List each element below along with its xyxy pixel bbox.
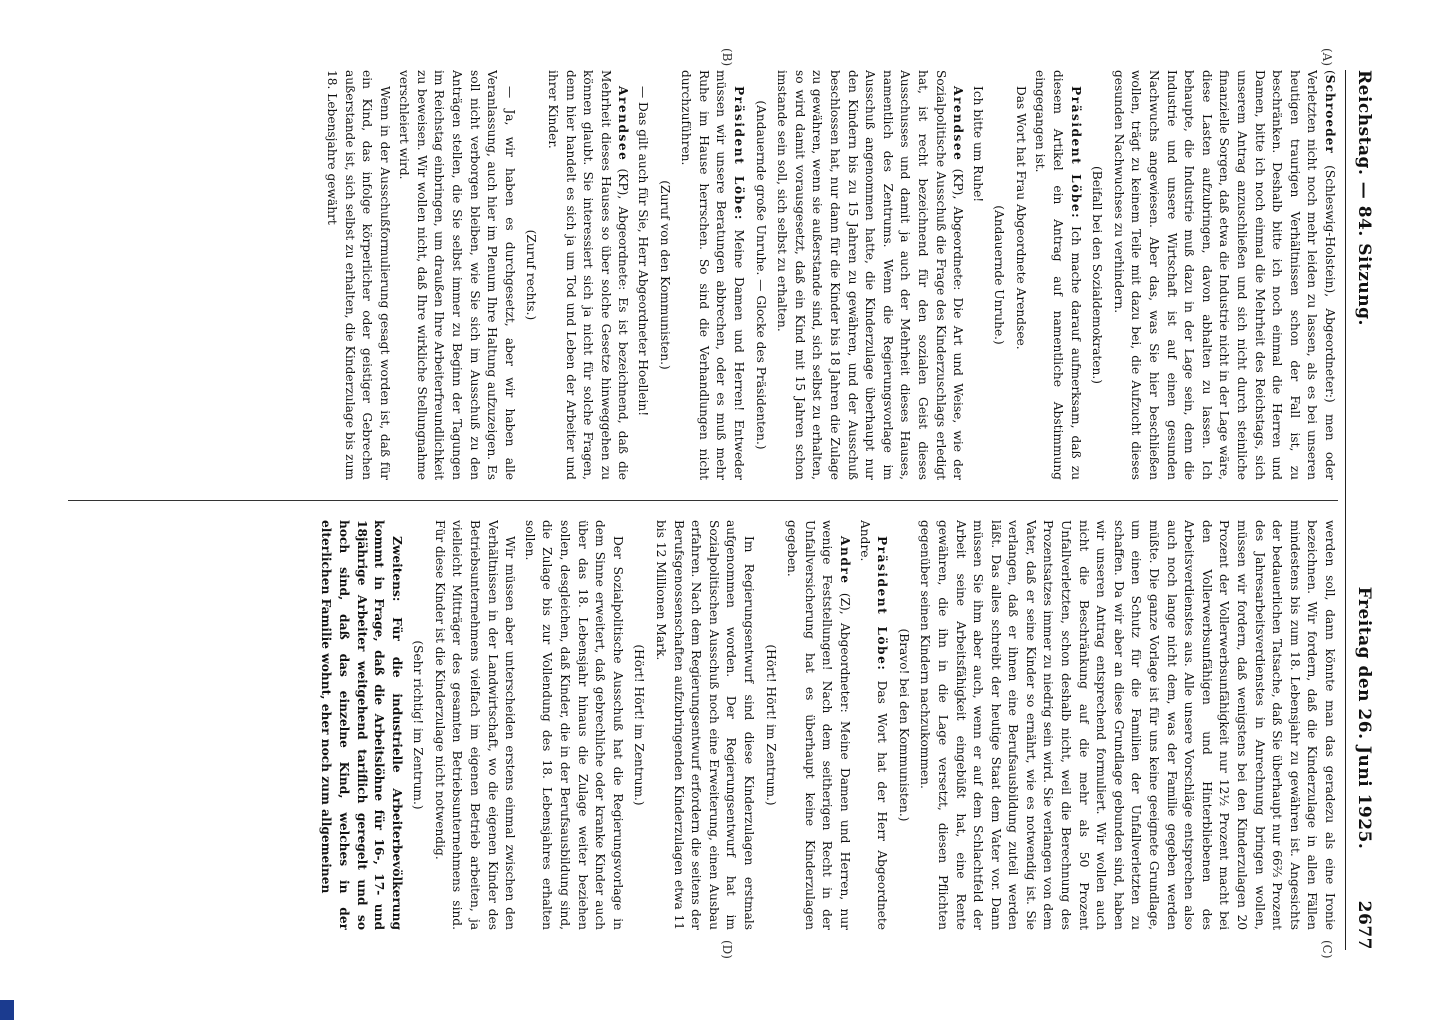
margin-marker-b: (B) bbox=[720, 48, 734, 67]
reaction: (Zuruf rechts.) bbox=[524, 229, 539, 321]
reaction: (Sehr richtig! im Zentrum.) bbox=[411, 640, 426, 810]
reaction: (Hört! Hört! im Zentrum.) bbox=[632, 644, 647, 806]
paragraph: — Ja, wir haben es durchgesetzt, aber wir haben alle Veranlassung, auch hier im Plenum Ihre Haltung aufzuzeigen. Es soll nicht verborgen bleiben, wie Sie sich im Ausschuß zu den Anträgen stellen, die Sie selbst immer zu Beginn der Tagungen im Reichstag einbringen, um draußen Ihre Arbeiterfreundlichkeit zu beweisen. Wir wollen nicht, daß Ihre wirkliche Stellungnahme verschleiert wird. bbox=[397, 70, 517, 480]
reaction: (Bravo! bei den Kommunisten.) bbox=[896, 628, 911, 822]
speaker-name: Arendsee bbox=[616, 86, 631, 162]
left-column bbox=[68, 70, 1338, 480]
margin-marker-a: (A) bbox=[1320, 48, 1334, 67]
header-right bbox=[1354, 587, 1374, 950]
speaker-affiliation: (KP), Abgeordnete: bbox=[616, 168, 631, 291]
paragraph-text: men oder Verletzten nicht noch mehr leiden zu lassen, als es bei unseren heutigen traurigen Verhältnissen schon der Fall ist, zu beschränken. Deshalb bitte ich noch einmal die Herren und Damen, bitte ich noch einmal die Mehrheit des Reichstags, sich unserem Antrag anzuschließen und sich nicht durch steinliche finanzielle Sorgen, daß etwa die Industrie nicht in der Lage wäre, diese Lasten aufzubringen, davon abhalten zu lassen. Ich behaupte, die Industrie muß dazu in der Lage sein, denn die Industrie und unsere Wirtschaft ist auf einen gesunden Nachwuchs angewiesen. Aber das, was Sie hier beschließen wollen, trägt zu keinem Teile mit dazu bei, die Aufzucht dieses gesunden Nachwuchses zu verhindern. bbox=[1111, 70, 1337, 480]
paragraph bbox=[543, 70, 631, 480]
speaker-name: Schroeder bbox=[1323, 74, 1337, 154]
column-divider bbox=[68, 500, 1338, 501]
header-rule bbox=[1345, 70, 1346, 950]
paragraph bbox=[1031, 70, 1084, 480]
right-column bbox=[68, 520, 1338, 930]
speaker-affiliation: (KP), Abgeordnete: bbox=[951, 168, 966, 291]
paragraph bbox=[783, 520, 853, 930]
paragraph-text: Meine Damen und Herren, nur wenige Feststellungen! Nach dem seitherigen Recht in der Unfallversicherung hat es überhaupt keine Kinderzulagen gegeben. bbox=[785, 520, 852, 930]
speaker-affiliation: (Schleswig-Holstein), Abgeordneter: bbox=[1323, 165, 1337, 398]
margin-marker-d: (D) bbox=[720, 940, 734, 959]
reaction: (Andauernde Unruhe.) bbox=[992, 205, 1007, 345]
header-date: Freitag den 26. Juni 1925. bbox=[1354, 586, 1374, 850]
paragraph: Wir müssen aber unterscheiden erstens einmal zwischen den Verhältnissen in der Landwirtschaft, wo die eigenen Kinder des Betriebsunternehmens vielfach im eigenen Betrieb arbeiten, ja vielleicht Mitträger des gesamten Betriebsunternehmens sind. Für diese Kinder ist die Kinderzulage nicht notwendig. bbox=[432, 520, 518, 930]
paragraph-text: Die Art und Weise, wie der Sozialpolitische Ausschuß die Frage des Kinderzuschlags erledigt hat, ist recht bezeichnend für den sozialen Geist dieses Ausschusses und damit ja auch der Mehrheit dieses Hauses, namentlich des Zentrums. Wenn die Regierungsvorlage im Ausschuß angenommen hatte, die Kinderzulage überhaupt nur den Kindern bis zu 15 Jahren zu gewähren, und der Ausschuß beschlossen hat, nur dann für die Kinder bis 18 Jahren die Zulage zu gewähren, wenn sie außerstande sind, sich selbst zu erhalten, so wird damit vorausgesetzt, daß ein Kind mit 15 Jahren schon imstande sein soll, sich selbst zu erhalten. bbox=[775, 70, 966, 480]
speaker-name: Präsident Löbe: bbox=[732, 86, 746, 221]
reaction: (Hört! Hört! im Zentrum.) bbox=[763, 644, 778, 806]
paragraph-text: Es ist bezeichnend, daß die Mehrheit dieses Hauses so über solche Gesetze hinweggehen zu können glaubt. Sie interessiert sich ja nicht für solche Fragen, denn hier handelt es sich ja um Tod und Leben der Arbeiter und ihrer Kinder. bbox=[546, 70, 631, 480]
page-number: 2677 bbox=[1354, 900, 1374, 950]
reaction: (Andauernde große Unruhe. — Glocke des Präsidenten.) bbox=[753, 100, 768, 450]
margin-marker-c: (C) bbox=[1320, 940, 1334, 959]
paragraph: Der Sozialpolitische Ausschuß hat die Regierungsvorlage in dem Sinne erweitert, daß gebrechliche oder kranke Kinder auch über das 18. Lebensjahr hinaus die Zulage weiter beziehen sollen, desgleichen, daß Kinder, die in der Berufsausbildung sind, die Zulage bis zur Vollendung des 18. Lebensjahres erhalten sollen. bbox=[522, 520, 625, 930]
page-header bbox=[1348, 70, 1374, 950]
paragraph bbox=[773, 70, 967, 480]
reaction: (Zuruf von den Kommunisten.) bbox=[657, 180, 672, 370]
reaction: (Beifall bei den Sozialdemokraten.) bbox=[1090, 166, 1105, 384]
speaker-name: Präsident Löbe: bbox=[1068, 86, 1083, 220]
paragraph: Wenn in der Ausschußformulierung gesagt worden ist, daß für ein Kind, das infolge körperlicher oder geistiger Gebrechen außerstande ist, sich selbst zu erhalten, die Kinderzulage bis zum 18. Lebensjahre gewährt bbox=[324, 70, 392, 480]
paragraph: (Schroeder (Schleswig-Holstein), Abgeordneter:) men oder Verletzten nicht noch mehr leiden zu lassen, als es bei unseren heutigen traurigen Verhältnissen schon der Fall ist, zu beschränken. Deshalb bitte ich noch einmal die Herren und Damen, bitte ich noch einmal die Mehrheit des Reichstags, sich unserem Antrag anzuschließen und sich nicht durch steinliche finanzielle Sorgen, daß etwa die Industrie nicht in der Lage wäre, diese Lasten aufzubringen, davon abhalten zu lassen. Ich behaupte, die Industrie muß dazu in der Lage sein, denn die Industrie und unsere Wirtschaft ist auf einen gesunden Nachwuchs angewiesen. Aber das, was Sie hier beschließen wollen, trägt zu keinem Teile mit dazu bei, die Aufzucht dieses gesunden Nachwuchses zu verhindern. bbox=[1111, 70, 1337, 480]
paragraph: — Das gilt auch für Sie, Herr Abgeordneter Hoellein! bbox=[636, 86, 651, 417]
paragraph: Das Wort hat Frau Abgeordnete Arendsee. bbox=[1013, 86, 1028, 350]
paragraph bbox=[677, 70, 747, 480]
speaker-name: Arendsee bbox=[951, 86, 966, 162]
paragraph-text: Das Wort hat der Herr Abgeordnete Andre. bbox=[857, 520, 890, 930]
paragraph-text: Ich mache darauf aufmerksam, daß zu diesem Artikel ein Antrag auf namentliche Abstimmung eingegangen ist. bbox=[1033, 70, 1083, 480]
speaker-name: Präsident Löbe: bbox=[875, 536, 890, 672]
speaker-affiliation: (Z), Abgeordneter: bbox=[837, 592, 852, 713]
header-left: Reichstag. — 84. Sitzung. bbox=[1354, 70, 1374, 326]
paragraph: Zweitens: Für die industrielle Arbeiterbevölkerung kommt in Frage, daß die Arbeitslöhne für 16-, 17- und 18jährige Arbeiter weitgehend tariflich geregelt und so hoch sind, daß das einzelne Kind, welches in der elterlichen Familie wohnt, eher noch zum allgemeinen bbox=[319, 520, 404, 930]
paragraph: Ich bitte um Ruhe! bbox=[970, 86, 985, 203]
paragraph bbox=[855, 520, 890, 930]
paragraph: Im Regierungsentwurf sind diese Kinderzulagen erstmals aufgenommen worden. Der Regierungsentwurf hat im Sozialpolitischen Ausschuß noch eine Erweiterung, einen Ausbau erfahren. Nach dem Regierungsentwurf erfordern die seitens der Berufsgenossenschaften aufzubringenden Kinderzulagen etwa 11 bis 12 Millionen Mark. bbox=[654, 520, 756, 930]
speaker-name: Andre bbox=[837, 536, 852, 585]
paragraph: werden soll, dann könnte man das geradezu als eine Ironie bezeichnen. Wir fordern, daß die Kinderzulage in allen Fällen mindestens bis zum 18. Lebensjahr zu gewähren ist. Angesichts der bedauerlichen Tatsache, daß Sie überhaupt nur 66⅔ Prozent des Jahresarbeitsverdienstes in Anrechnung bringen wollen, müssen wir fordern, daß wenigstens bei den Kinderzulagen 20 Prozent der Vollerwerbsunfähigkeit nur 12½ Prozent macht bei den Vollerwerbsunfähigen und Hinterbliebenen des Arbeitsverdienstes aus. Alle unsere Vorschläge entsprechen also auch noch lange nicht dem, was der Familie gegeben werden müßte. Die ganze Vorlage ist für uns keine geeignete Grundlage, um einen Schutz für die Familien der Unfallverletzten zu schaffen. Da wir aber an diese Grundlage gebunden sind, haben wir unseren Antrag entsprechend formuliert. Wir wollen auch nicht die Beschränkung auf die mehr als 50 Prozent Unfallverletzten, schon deshalb nicht, weil die Berechnung des Prozentsatzes immer zu niedrig sein wird. Sie verlangen von dem Vater, daß er seine Kinder so ernährt, wie es notwendig ist. Sie verlangen, daß er ihnen eine Berufsausbildung zuteil werden läßt. Das alles schreibt der heutige Staat dem Vater vor. Dann müssen Sie ihm aber auch, wenn er auf dem Schlachtfeld der Arbeit seine Arbeitsfähigkeit eingebüßt hat, eine Rente gewähren, die ihn in die Lage versetzt, diesen Pflichten gegenüber seinen Kindern nachzukommen. bbox=[918, 520, 1337, 930]
paragraph-text: Meine Damen und Herren! Entweder müssen wir unsere Beratungen abbrechen, oder es muß mehr Ruhe im Hause herrschen. So sind die Verhandlungen nicht durchzuführen. bbox=[679, 70, 746, 480]
